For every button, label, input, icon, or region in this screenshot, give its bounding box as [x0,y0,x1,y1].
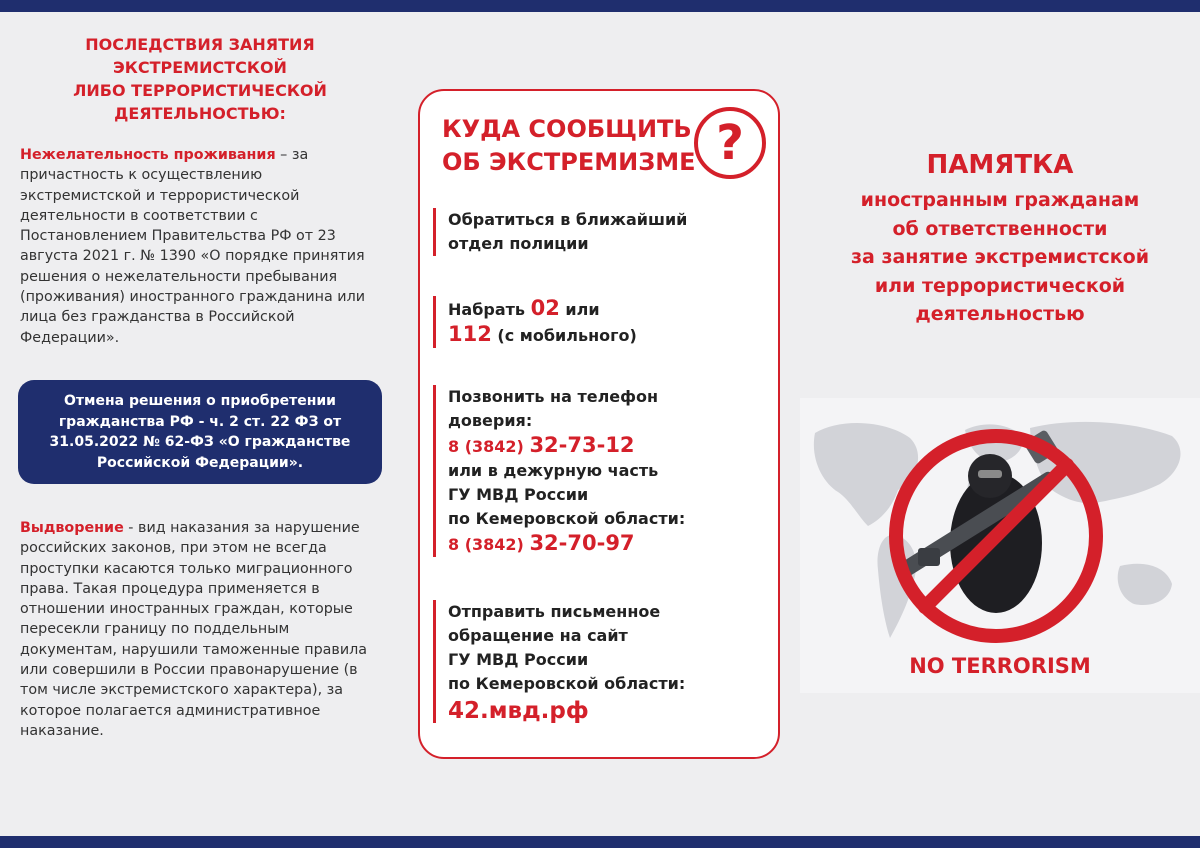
expulsion-paragraph [20,518,380,741]
bottom-bar [0,836,1200,848]
emergency-call-item: Набрать 02 или 112 (с мобильного) [433,296,768,348]
memo-title: ПАМЯТКА [926,150,1074,180]
citizenship-revocation-box: Отмена решения о приобретении гражданства РФ - ч. 2 ст. 22 ФЗ от 31.05.2022 № 62-ФЗ «О гражданстве Российской Федерации». [18,380,382,484]
top-bar [0,0,1200,12]
emergency-number-112[interactable]: 112 [448,322,492,346]
memo-subtitle: иностранным гражданам об ответственности за занятие экстремистской или террористической деятельностью [850,189,1150,325]
undesirability-text: – за причастность к осуществлению экстремистской и террористической деятельности в соответствии с Постановлением Правительства РФ от 23 августа 2021 г. № 1390 «О порядке принятия решения о нежелательности пребывания (проживания) иностранного гражданина или лица без гражданства в Российской Федерации». [20,147,366,346]
duty-unit-phone[interactable]: 8 (3842) 32-70-97 [448,531,635,555]
question-mark-icon: ? [694,107,766,179]
police-item: Обратиться в ближайший отдел полиции [433,208,768,256]
report-card-title: КУДА СООБЩИТЬ ОБ ЭКСТРЕМИЗМЕ [442,115,696,176]
website-link[interactable]: 42.мвд.рф [448,698,589,724]
expulsion-term: Выдворение [20,520,124,536]
world-map-illustration [800,398,1200,693]
hotline-item: Позвонить на телефон доверия: 8 (3842) 32-73-12 или в дежурную часть ГУ МВД России по Кемеровской области: 8 (3842) 32-70-97 [433,385,768,557]
written-appeal-item: Отправить письменное обращение на сайт ГУ МВД России по Кемеровской области: 42.мвд.рф [433,600,768,723]
emergency-number-02[interactable]: 02 [530,296,560,320]
no-terrorism-poster [800,398,1200,693]
undesirability-paragraph [20,145,380,348]
expulsion-text: - вид наказания за нарушение российских законов, при этом не всегда проступки касаются только миграционного права. Такая процедура применяется в отношении иностранных граждан, которые пересекли границу по поддельным документам, нарушили таможенные правила или совершили в России правонарушение (в том числе экстремистского характера), за которое полагается административное наказание. [20,520,368,739]
hotline-phone[interactable]: 8 (3842) 32-73-12 [448,433,635,457]
no-terrorism-label: NO TERRORISM [909,654,1091,678]
armed-figure-illustration [897,429,1058,613]
consequences-title: ПОСЛЕДСТВИЯ ЗАНЯТИЯ ЭКСТРЕМИСТСКОЙ ЛИБО ТЕРРОРИСТИЧЕСКОЙ ДЕЯТЕЛЬНОСТЬЮ: [73,35,327,123]
undesirability-term: Нежелательность проживания [20,147,276,163]
